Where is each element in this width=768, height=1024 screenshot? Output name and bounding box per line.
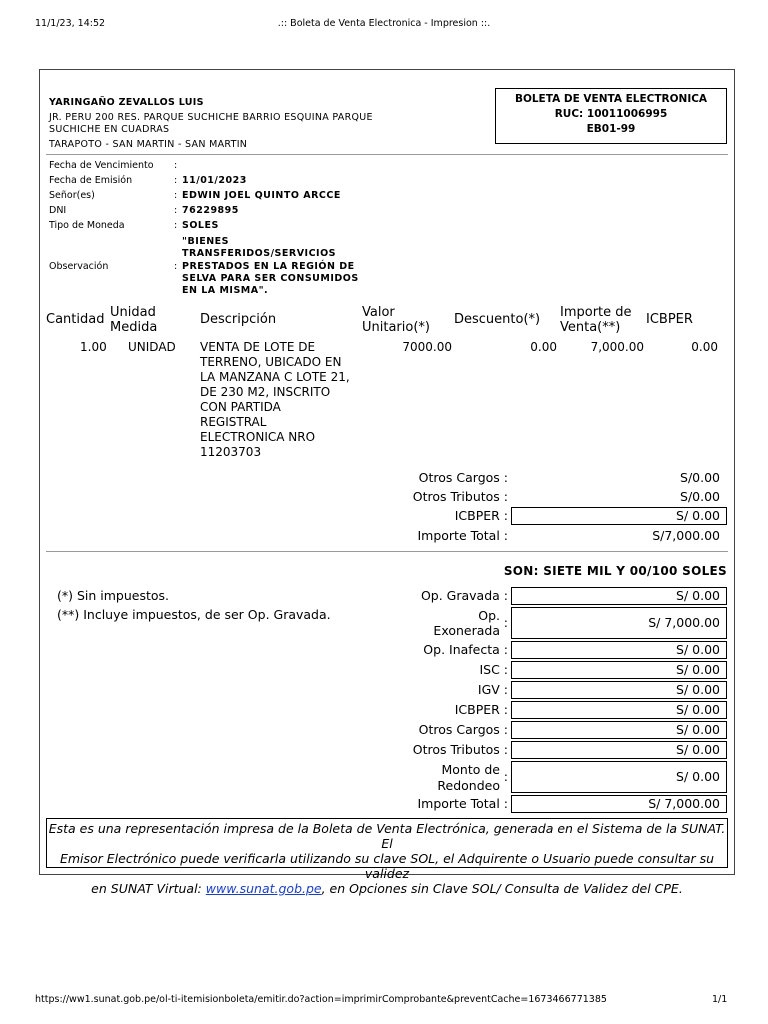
divider xyxy=(46,551,728,552)
summary-otros-tributos-value: S/ 0.00 xyxy=(511,741,727,759)
son-amount-words: SON: SIETE MIL Y 00/100 SOLES xyxy=(503,564,727,578)
colon: : xyxy=(503,615,508,630)
row-descripcion-3: LA MANZANA C LOTE 21, xyxy=(200,370,350,384)
otros-cargos-value: S/0.00 xyxy=(680,470,720,485)
colon: : xyxy=(174,261,178,272)
emisor-address-1: JR. PERU 200 RES. PARQUE SUCHICHE BARRIO ESQUINA PARQUE xyxy=(49,112,373,123)
header-descripcion: Descripción xyxy=(200,312,277,327)
fecha-emision-label: Fecha de Emisión xyxy=(49,175,133,186)
colon: : xyxy=(174,190,178,201)
sunat-link[interactable]: www.sunat.gob.pe xyxy=(205,881,322,896)
summary-otros-cargos-label: Otros Cargos : xyxy=(418,722,508,737)
op-gravada-label: Op. Gravada : xyxy=(420,588,508,603)
redondeo-value: S/ 0.00 xyxy=(511,761,727,793)
senor-value: EDWIN JOEL QUINTO ARCCE xyxy=(182,190,341,201)
footnote-line-2: Emisor Electrónico puede verificarla utilizando su clave SOL, el Adquirente o Usuario puede consultar su validez xyxy=(59,851,715,881)
row-descripcion-7: ELECTRONICA NRO xyxy=(200,430,316,444)
print-page-number: 1/1 xyxy=(712,994,728,1005)
observacion-line-5: EN LA MISMA". xyxy=(182,285,269,296)
dni-label: DNI xyxy=(49,205,67,216)
icbper-value: S/ 0.00 xyxy=(511,507,727,525)
senor-label: Señor(es) xyxy=(49,190,95,201)
observacion-line-4: SELVA PARA SER CONSUMIDOS xyxy=(182,273,359,284)
header-unidad-2: Medida xyxy=(110,320,158,335)
redondeo-label-2: Redondeo xyxy=(437,778,500,793)
otros-cargos-label: Otros Cargos : xyxy=(418,470,508,485)
summary-importe-total-label: Importe Total : xyxy=(417,796,508,811)
document-number: EB01-99 xyxy=(586,123,636,135)
document-type: BOLETA DE VENTA ELECTRONICA xyxy=(514,93,708,105)
emisor-name: YARINGAÑO ZEVALLOS LUIS xyxy=(49,97,204,108)
colon: : xyxy=(174,175,178,186)
summary-importe-total-value: S/ 7,000.00 xyxy=(511,795,727,813)
op-gravada-value: S/ 0.00 xyxy=(511,587,727,605)
print-title: .:: Boleta de Venta Electronica - Impresion ::. xyxy=(277,18,491,29)
header-unidad-1: Unidad xyxy=(110,305,156,320)
footnote-text-b: , en Opciones sin Clave SOL/ Consulta de Validez del CPE. xyxy=(321,881,683,896)
emisor-location: TARAPOTO - SAN MARTIN - SAN MARTIN xyxy=(49,139,248,150)
icbper-label: ICBPER : xyxy=(454,508,508,523)
note-incluye-impuestos: (**) Incluye impuestos, de ser Op. Gravada. xyxy=(57,607,331,622)
igv-value: S/ 0.00 xyxy=(511,681,727,699)
isc-label: ISC : xyxy=(479,662,508,677)
summary-icbper-value: S/ 0.00 xyxy=(511,701,727,719)
row-icbper: 0.00 xyxy=(691,340,718,354)
footnote-line-3 xyxy=(47,881,727,896)
summary-otros-tributos-label: Otros Tributos : xyxy=(412,742,508,757)
header-icbper: ICBPER xyxy=(646,312,693,327)
moneda-label: Tipo de Moneda xyxy=(49,220,125,231)
colon: : xyxy=(174,220,178,231)
row-descripcion-5: CON PARTIDA xyxy=(200,400,281,414)
row-descripcion-4: DE 230 M2, INSCRITO xyxy=(200,385,331,399)
igv-label: IGV : xyxy=(477,682,508,697)
redondeo-label-1: Monto de xyxy=(441,762,500,777)
observacion-label: Observación xyxy=(49,261,109,272)
op-exonerada-label-1: Op. xyxy=(478,608,500,623)
row-descuento: 0.00 xyxy=(530,340,557,354)
colon: : xyxy=(174,160,178,171)
emisor-address-2: SUCHICHE EN CUADRAS xyxy=(49,124,170,135)
row-descripcion-2: TERRENO, UBICADO EN xyxy=(200,355,342,369)
header-cantidad: Cantidad xyxy=(46,312,105,327)
op-exonerada-label-2: Exonerada xyxy=(433,623,500,638)
importe-total-label: Importe Total : xyxy=(417,528,508,543)
header-valor-1: Valor xyxy=(362,305,395,320)
isc-value: S/ 0.00 xyxy=(511,661,727,679)
row-valor-unitario: 7000.00 xyxy=(402,340,452,354)
row-descripcion-8: 11203703 xyxy=(200,445,262,459)
op-inafecta-label: Op. Inafecta : xyxy=(423,642,508,657)
legal-footnote xyxy=(46,818,728,896)
observacion-line-2: TRANSFERIDOS/SERVICIOS xyxy=(182,248,337,259)
observacion-line-1: "BIENES xyxy=(182,236,229,247)
moneda-value: SOLES xyxy=(182,220,219,231)
summary-otros-cargos-value: S/ 0.00 xyxy=(511,721,727,739)
footnote-line-1: Esta es una representación impresa de la Boleta de Venta Electrónica, generada en el Sistema de la SUNAT. El xyxy=(48,821,726,851)
colon: : xyxy=(174,205,178,216)
row-descripcion-1: VENTA DE LOTE DE xyxy=(200,340,316,354)
row-cantidad: 1.00 xyxy=(80,340,107,354)
header-importe-1: Importe de xyxy=(560,305,632,320)
document-type-box xyxy=(495,88,727,144)
divider xyxy=(46,154,728,155)
fecha-emision-value: 11/01/2023 xyxy=(182,175,247,186)
note-sin-impuestos: (*) Sin impuestos. xyxy=(57,588,170,603)
footnote-text-a: en SUNAT Virtual: xyxy=(91,881,206,896)
summary-icbper-label: ICBPER : xyxy=(454,702,508,717)
row-unidad: UNIDAD xyxy=(128,340,176,354)
colon: : xyxy=(503,769,508,784)
otros-tributos-label: Otros Tributos : xyxy=(412,489,508,504)
row-descripcion-6: REGISTRAL xyxy=(200,415,267,429)
print-datetime: 11/1/23, 14:52 xyxy=(35,18,106,29)
importe-total-value: S/7,000.00 xyxy=(652,528,720,543)
print-url: https://ww1.sunat.gob.pe/ol-ti-itemisionboleta/emitir.do?action=imprimirComprobante&preventCache=1673466771385 xyxy=(35,994,607,1005)
op-inafecta-value: S/ 0.00 xyxy=(511,641,727,659)
header-valor-2: Unitario(*) xyxy=(362,320,430,335)
header-descuento: Descuento(*) xyxy=(454,312,541,327)
fecha-vencimiento-label: Fecha de Vencimiento xyxy=(49,160,154,171)
ruc: RUC: 10011006995 xyxy=(554,108,668,120)
row-importe: 7,000.00 xyxy=(590,340,644,354)
dni-value: 76229895 xyxy=(182,205,239,216)
op-exonerada-value: S/ 7,000.00 xyxy=(511,607,727,639)
header-importe-2: Venta(**) xyxy=(560,320,621,335)
otros-tributos-value: S/0.00 xyxy=(680,489,720,504)
boleta-document xyxy=(39,69,735,896)
observacion-line-3: PRESTADOS EN LA REGIÓN DE xyxy=(182,261,355,272)
